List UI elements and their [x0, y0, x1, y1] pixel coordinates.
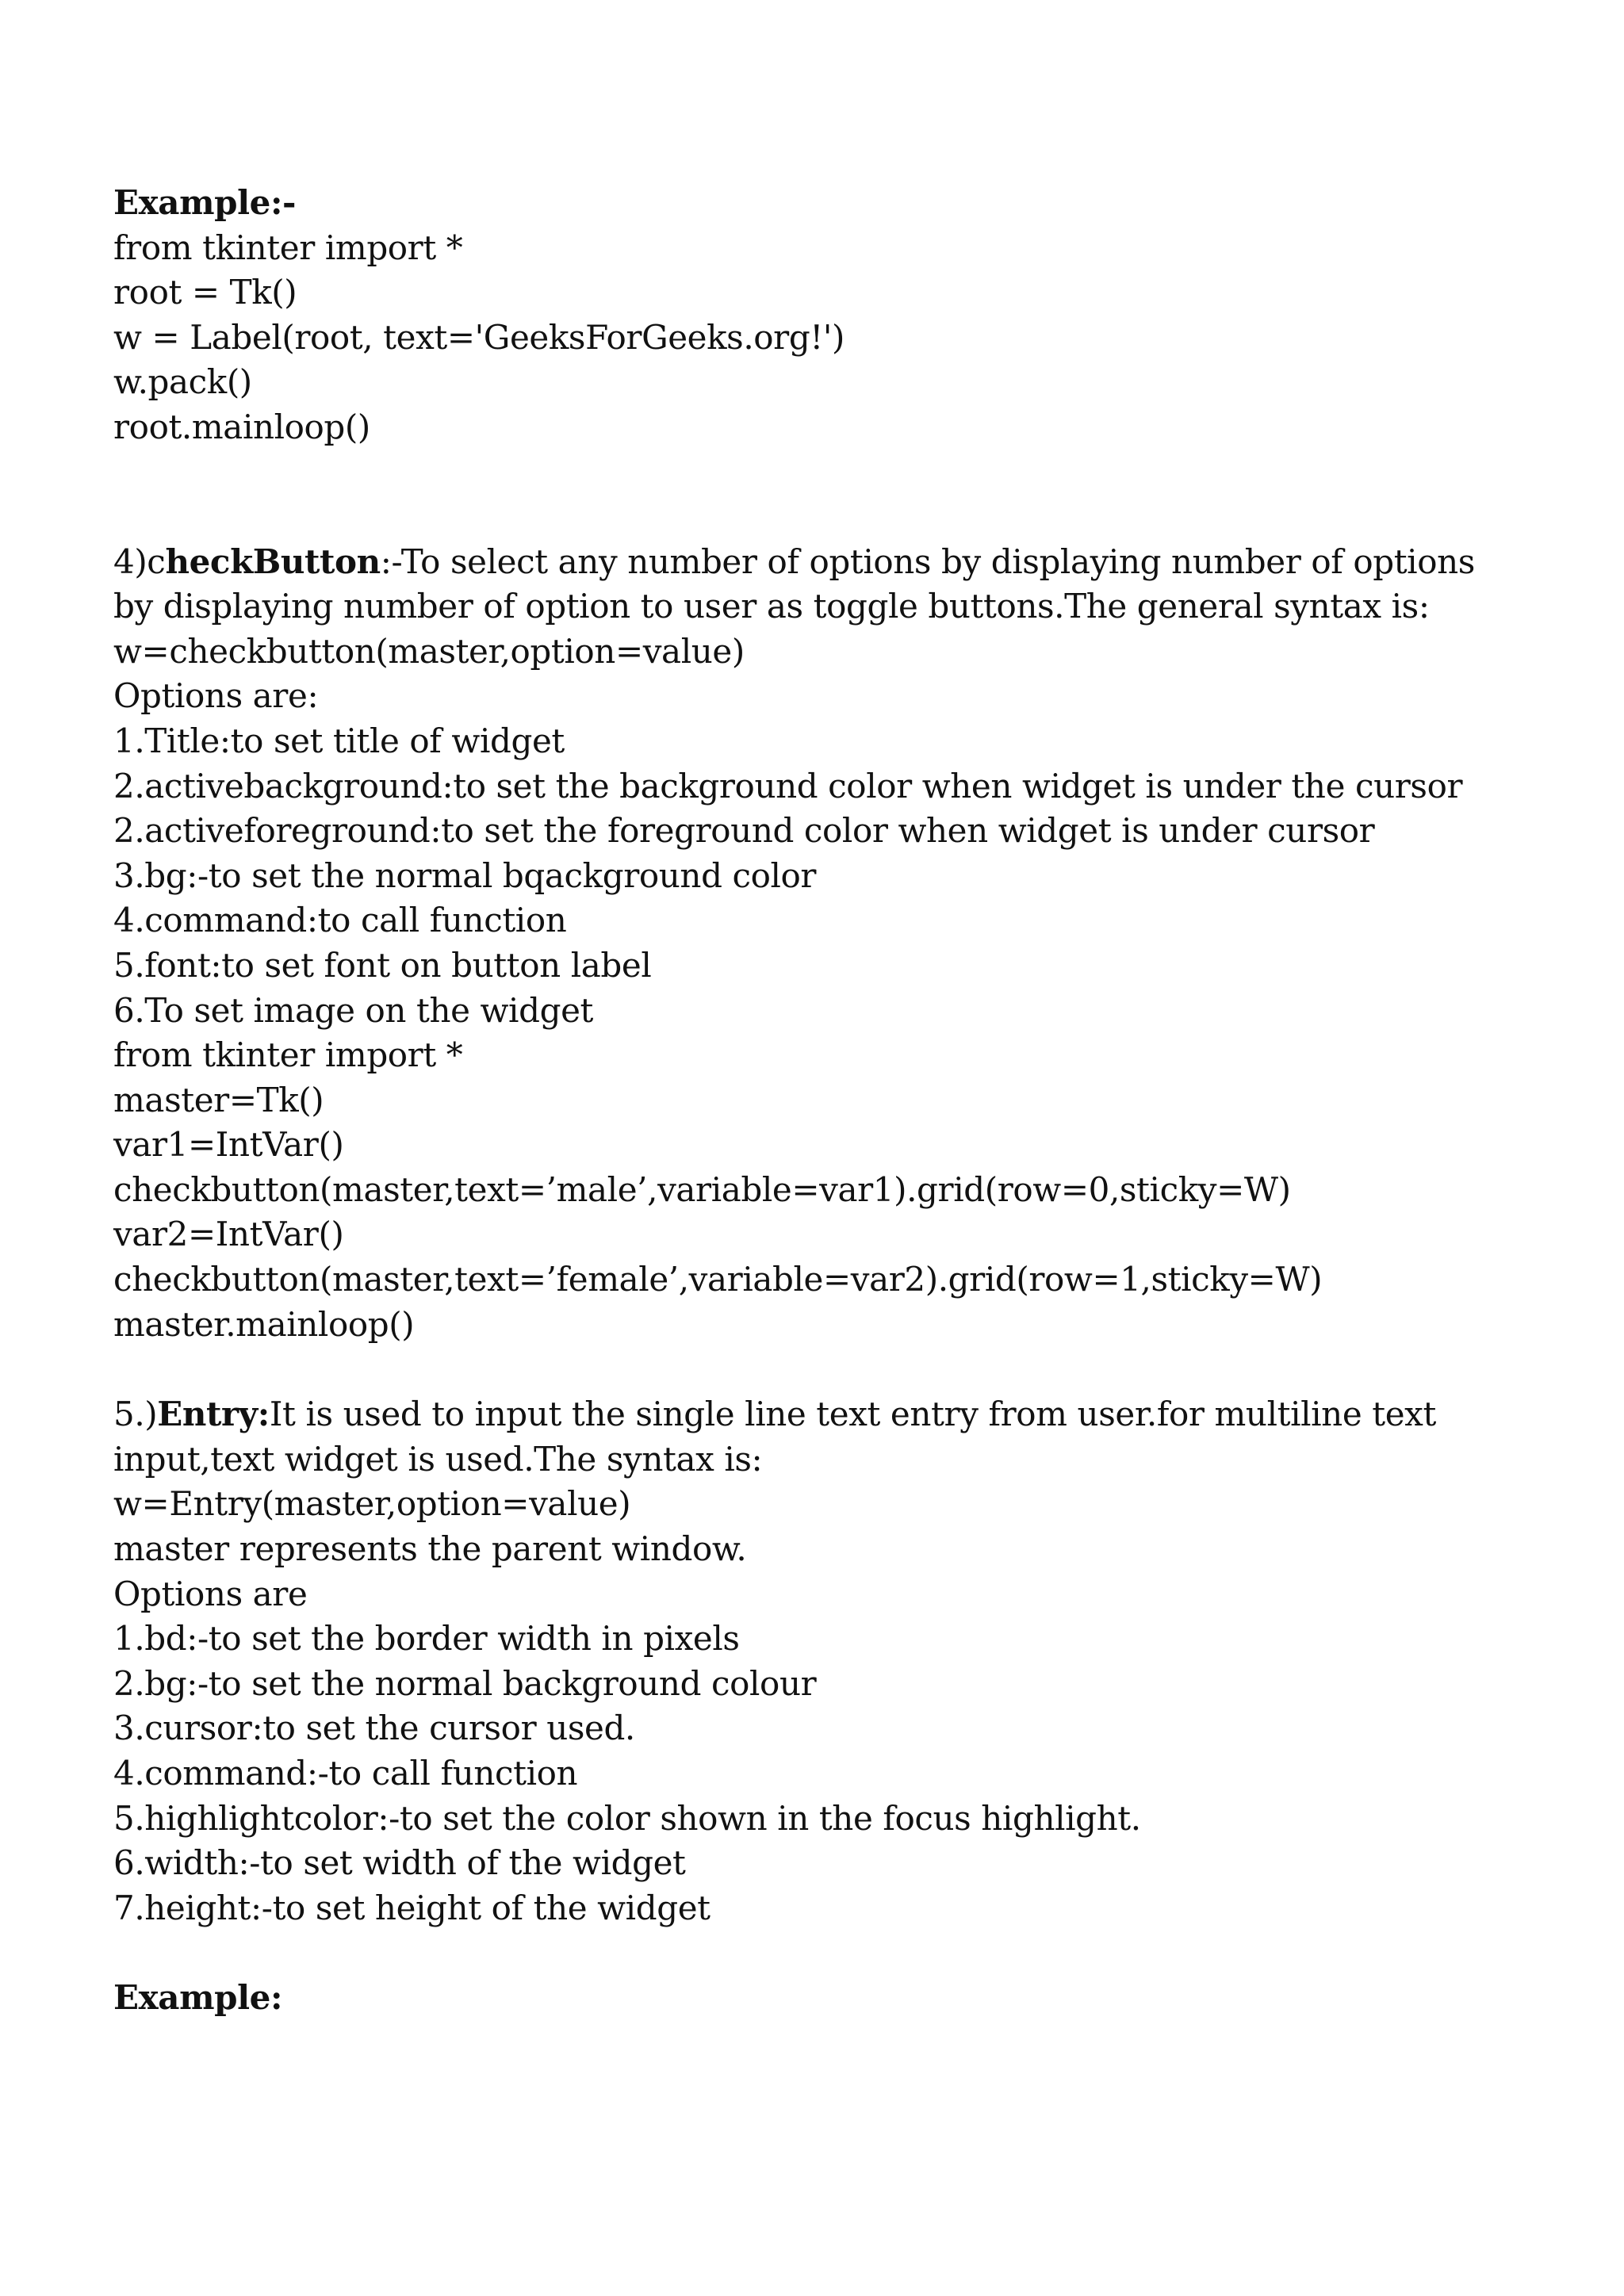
code-line: from tkinter import * — [113, 228, 463, 267]
code-line: w = Label(root, text='GeeksForGeeks.org!') — [113, 317, 845, 357]
option-item: 4.command:to call function — [113, 901, 567, 940]
code-line: var2=IntVar() — [113, 1215, 344, 1254]
options-label: Options are — [113, 1574, 308, 1613]
option-item: 3.bg:-to set the normal bqackground color — [113, 855, 817, 895]
code-line: master=Tk() — [113, 1080, 324, 1119]
master-note: master represents the parent window. — [113, 1529, 747, 1569]
section-intro: It is used to input the single line text entry from user.for multiline text — [269, 1395, 1436, 1434]
code-line: checkbutton(master,text=’female’,variable=var2).grid(row=1,sticky=W) — [113, 1260, 1323, 1299]
option-item: 4.command:-to call function — [113, 1754, 578, 1793]
option-item: 6.width:-to set width of the widget — [113, 1843, 686, 1883]
section-intro: :-To select any number of options by displaying number of options — [380, 541, 1475, 581]
code-line: root.mainloop() — [113, 407, 370, 446]
section-intro-continued: by displaying number of option to user as toggle buttons.The general syntax is: — [113, 587, 1430, 626]
section-number: 4)c — [113, 541, 166, 581]
spacer — [113, 1931, 1525, 1976]
option-item: 2.bg:-to set the normal background colour — [113, 1663, 817, 1703]
option-item: 6.To set image on the widget — [113, 990, 593, 1030]
spacer — [113, 1347, 1525, 1392]
option-item: 7.height:-to set height of the widget — [113, 1888, 710, 1927]
section-title: Entry: — [157, 1395, 270, 1434]
entry-section-heading — [113, 1392, 1525, 1437]
option-item: 5.highlightcolor:-to set the color shown in the focus highlight. — [113, 1798, 1141, 1838]
example-heading: Example: — [113, 1978, 283, 2018]
document-page — [113, 181, 1525, 2021]
spacer — [113, 450, 1525, 540]
option-item: 2.activeforeground:to set the foreground color when widget is under cursor — [113, 811, 1375, 851]
code-line: checkbutton(master,text=’male’,variable=var1).grid(row=0,sticky=W) — [113, 1169, 1291, 1209]
example-heading: Example:- — [113, 183, 297, 222]
code-line: from tkinter import * — [113, 1035, 463, 1075]
option-item: 1.bd:-to set the border width in pixels — [113, 1619, 740, 1659]
code-line: w.pack() — [113, 362, 252, 402]
code-line: var1=IntVar() — [113, 1125, 344, 1165]
option-item: 5.font:to set font on button label — [113, 945, 652, 985]
option-item: 3.cursor:to set the cursor used. — [113, 1709, 635, 1748]
options-label: Options are: — [113, 676, 319, 716]
checkbutton-section-heading — [113, 540, 1525, 585]
option-item: 2.activebackground:to set the background color when widget is under the cursor — [113, 766, 1463, 806]
syntax-line: w=checkbutton(master,option=value) — [113, 631, 745, 671]
section-number: 5.) — [113, 1395, 158, 1434]
section-title: heckButton — [165, 541, 381, 581]
syntax-line: w=Entry(master,option=value) — [113, 1484, 631, 1524]
code-line: master.mainloop() — [113, 1304, 415, 1344]
option-item: 1.Title:to set title of widget — [113, 721, 565, 760]
code-line: root = Tk() — [113, 273, 297, 312]
section-intro-continued: input,text widget is used.The syntax is: — [113, 1439, 763, 1479]
